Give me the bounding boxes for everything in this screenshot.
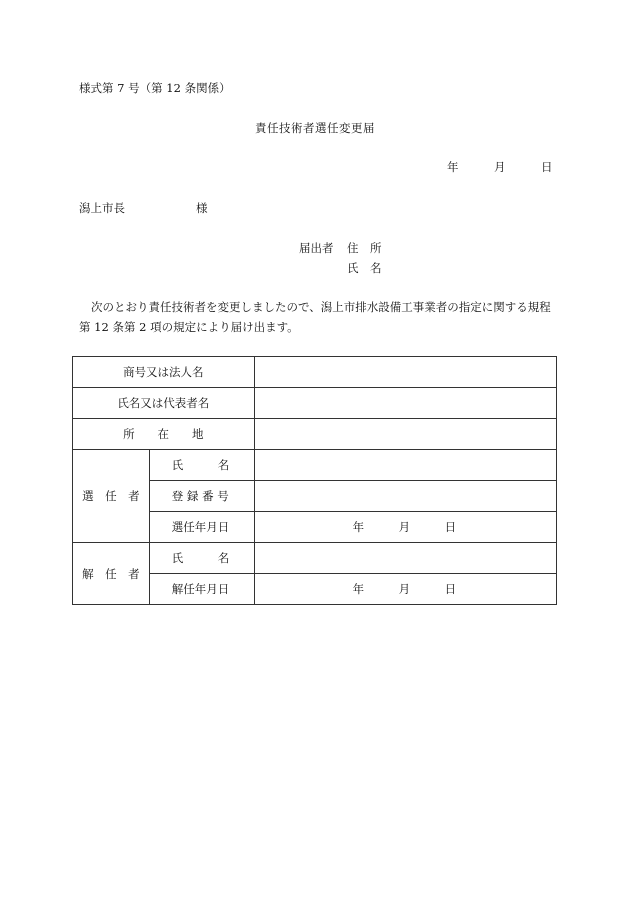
appointed-date-field[interactable]: 年 月 日 <box>254 512 556 543</box>
dismissed-group-label: 解 任 者 <box>73 543 150 605</box>
document-title: 責任技術者選任変更届 <box>255 121 375 135</box>
body-text: 次のとおり責任技術者を変更しましたので、潟上市排水設備工事業者の指定に関する規程第 12 条第 2 項の規定により届け出ます。 <box>79 300 551 334</box>
trade-name-field[interactable] <box>254 357 556 388</box>
representative-label: 氏名又は代表者名 <box>73 388 255 419</box>
appointed-registration-label: 登 録 番 号 <box>149 481 254 512</box>
addressee-suffix: 様 <box>196 201 208 215</box>
form-number: 様式第 7 号（第 12 条関係） <box>79 81 231 95</box>
location-label: 所 在 地 <box>73 419 255 450</box>
date-month-label: 月 <box>494 160 506 174</box>
appointed-group-label: 選 任 者 <box>73 450 150 543</box>
dismissed-date-field[interactable]: 年 月 日 <box>254 574 556 605</box>
location-field[interactable] <box>254 419 556 450</box>
appointed-name-label: 氏 名 <box>149 450 254 481</box>
filer-name-label: 氏 名 <box>347 261 382 275</box>
dismissed-name-label: 氏 名 <box>149 543 254 574</box>
filer-address-label: 住 所 <box>347 241 382 255</box>
representative-field[interactable] <box>254 388 556 419</box>
form-table <box>72 356 557 605</box>
appointed-date-label: 選任年月日 <box>149 512 254 543</box>
date-year-label: 年 <box>447 160 459 174</box>
filer-label: 届出者 <box>299 241 334 255</box>
table-row <box>73 388 557 419</box>
table-row <box>73 357 557 388</box>
date-day-label: 日 <box>541 160 553 174</box>
appointed-registration-field[interactable] <box>254 481 556 512</box>
table-row <box>73 419 557 450</box>
appointed-name-field[interactable] <box>254 450 556 481</box>
addressee-name: 潟上市長 <box>79 201 125 215</box>
table-row <box>73 450 557 481</box>
dismissed-name-field[interactable] <box>254 543 556 574</box>
trade-name-label: 商号又は法人名 <box>73 357 255 388</box>
dismissed-date-label: 解任年月日 <box>149 574 254 605</box>
table-row <box>73 543 557 574</box>
